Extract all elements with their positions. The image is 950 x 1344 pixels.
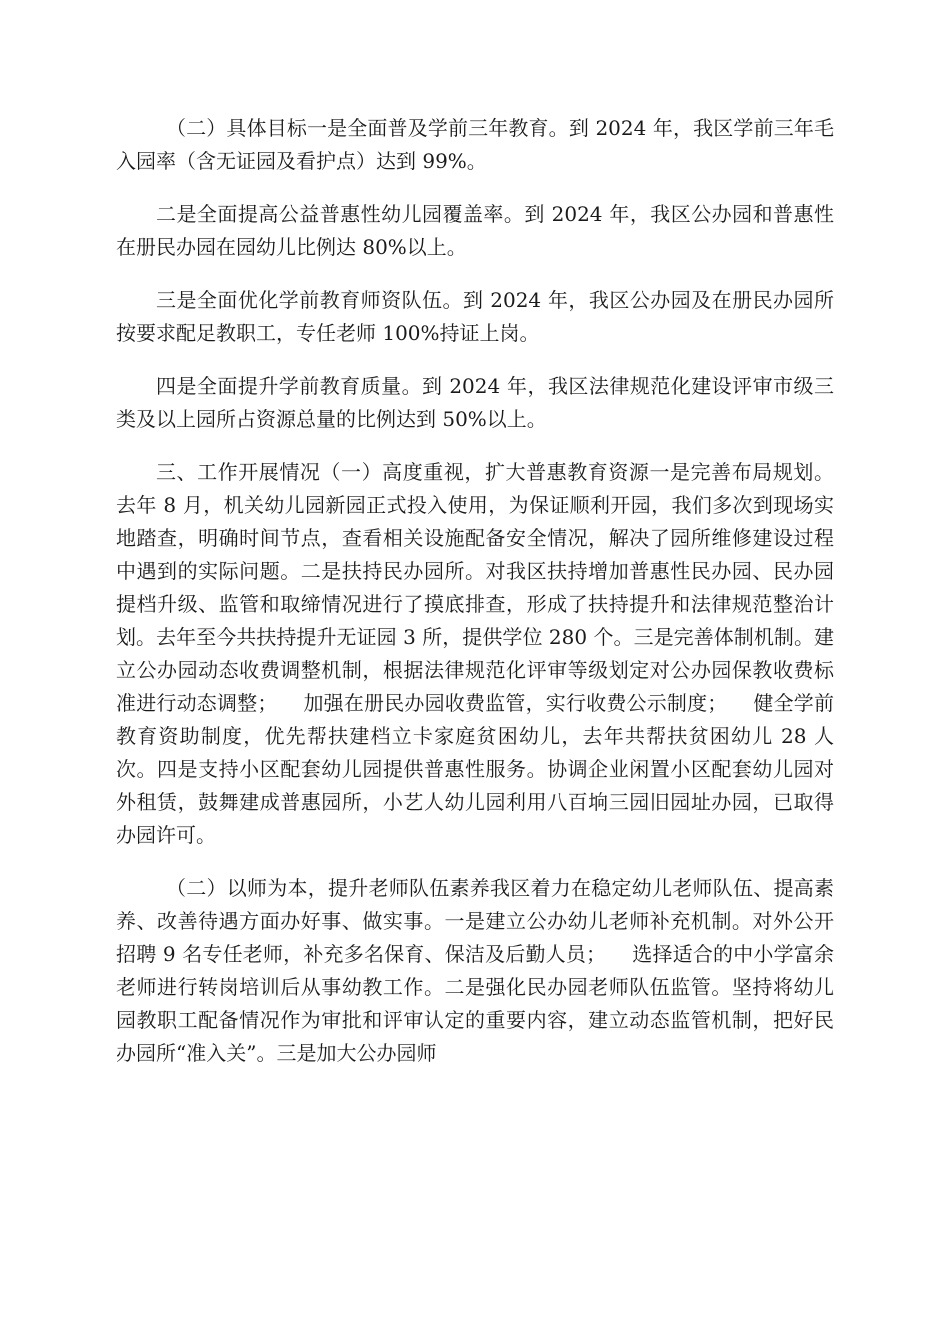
paragraph-work-progress-2: （二）以师为本，提升老师队伍素养我区着力在稳定幼儿老师队伍、提高素养、改善待遇方面办好事、做实事。一是建立公办幼儿老师补充机制。对外公开招聘 9 名专任老师，补充多名保育、保洁及后勤人员； 选择适合的中小学富余老师进行转岗培训后从事幼教工作。二是强化民办园老师队伍监管。坚持将幼儿园教职工配备情况作为审批和评审认定的重要内容，建立动态监管机制，把好民办园所“准入关”。三是加大公办园师 [116,876,834,1065]
paragraph-work-progress-1: 三、工作开展情况（一）高度重视，扩大普惠教育资源一是完善布局规划。去年 8 月，机关幼儿园新园正式投入使用，为保证顺利开园，我们多次到现场实地踏查，明确时间节点，查看相关设施配备安全情况，解决了园所维修建设过程中遇到的实际问题。二是扶持民办园所。对我区扶持增加普惠性民办园、民办园提档升级、监管和取缔情况进行了摸底排查，形成了扶持提升和法律规范整治计划。去年至今共扶持提升无证园 3 所，提供学位 280 个。三是完善体制机制。建立公办园动态收费调整机制，根据法律规范化评审等级划定对公办园保教收费标准进行动态调整； 加强在册民办园收费监管，实行收费公示制度； 健全学前教育资助制度，优先帮扶建档立卡家庭贫困幼儿，去年共帮扶贫困幼儿 28 人次。四是支持小区配套幼儿园提供普惠性服务。协调企业闲置小区配套幼儿园对外租赁，鼓舞建成普惠园所，小艺人幼儿园利用八百垧三园旧园址办园，已取得办园许可。 [116,460,834,847]
document-page [116,112,834,1090]
paragraph-goal-3: 三是全面优化学前教育师资队伍。到 2024 年，我区公办园及在册民办园所按要求配足教职工，专任老师 100%持证上岗。 [116,288,834,345]
paragraph-goal-2: 二是全面提高公益普惠性幼儿园覆盖率。到 2024 年，我区公办园和普惠性在册民办园在园幼儿比例达 80%以上。 [116,202,834,259]
paragraph-goal-1: （二）具体目标一是全面普及学前三年教育。到 2024 年，我区学前三年毛入园率（含无证园及看护点）达到 99%。 [116,116,834,173]
paragraph-goal-4: 四是全面提升学前教育质量。到 2024 年，我区法律规范化建设评审市级三类及以上园所占资源总量的比例达到 50%以上。 [116,374,834,431]
